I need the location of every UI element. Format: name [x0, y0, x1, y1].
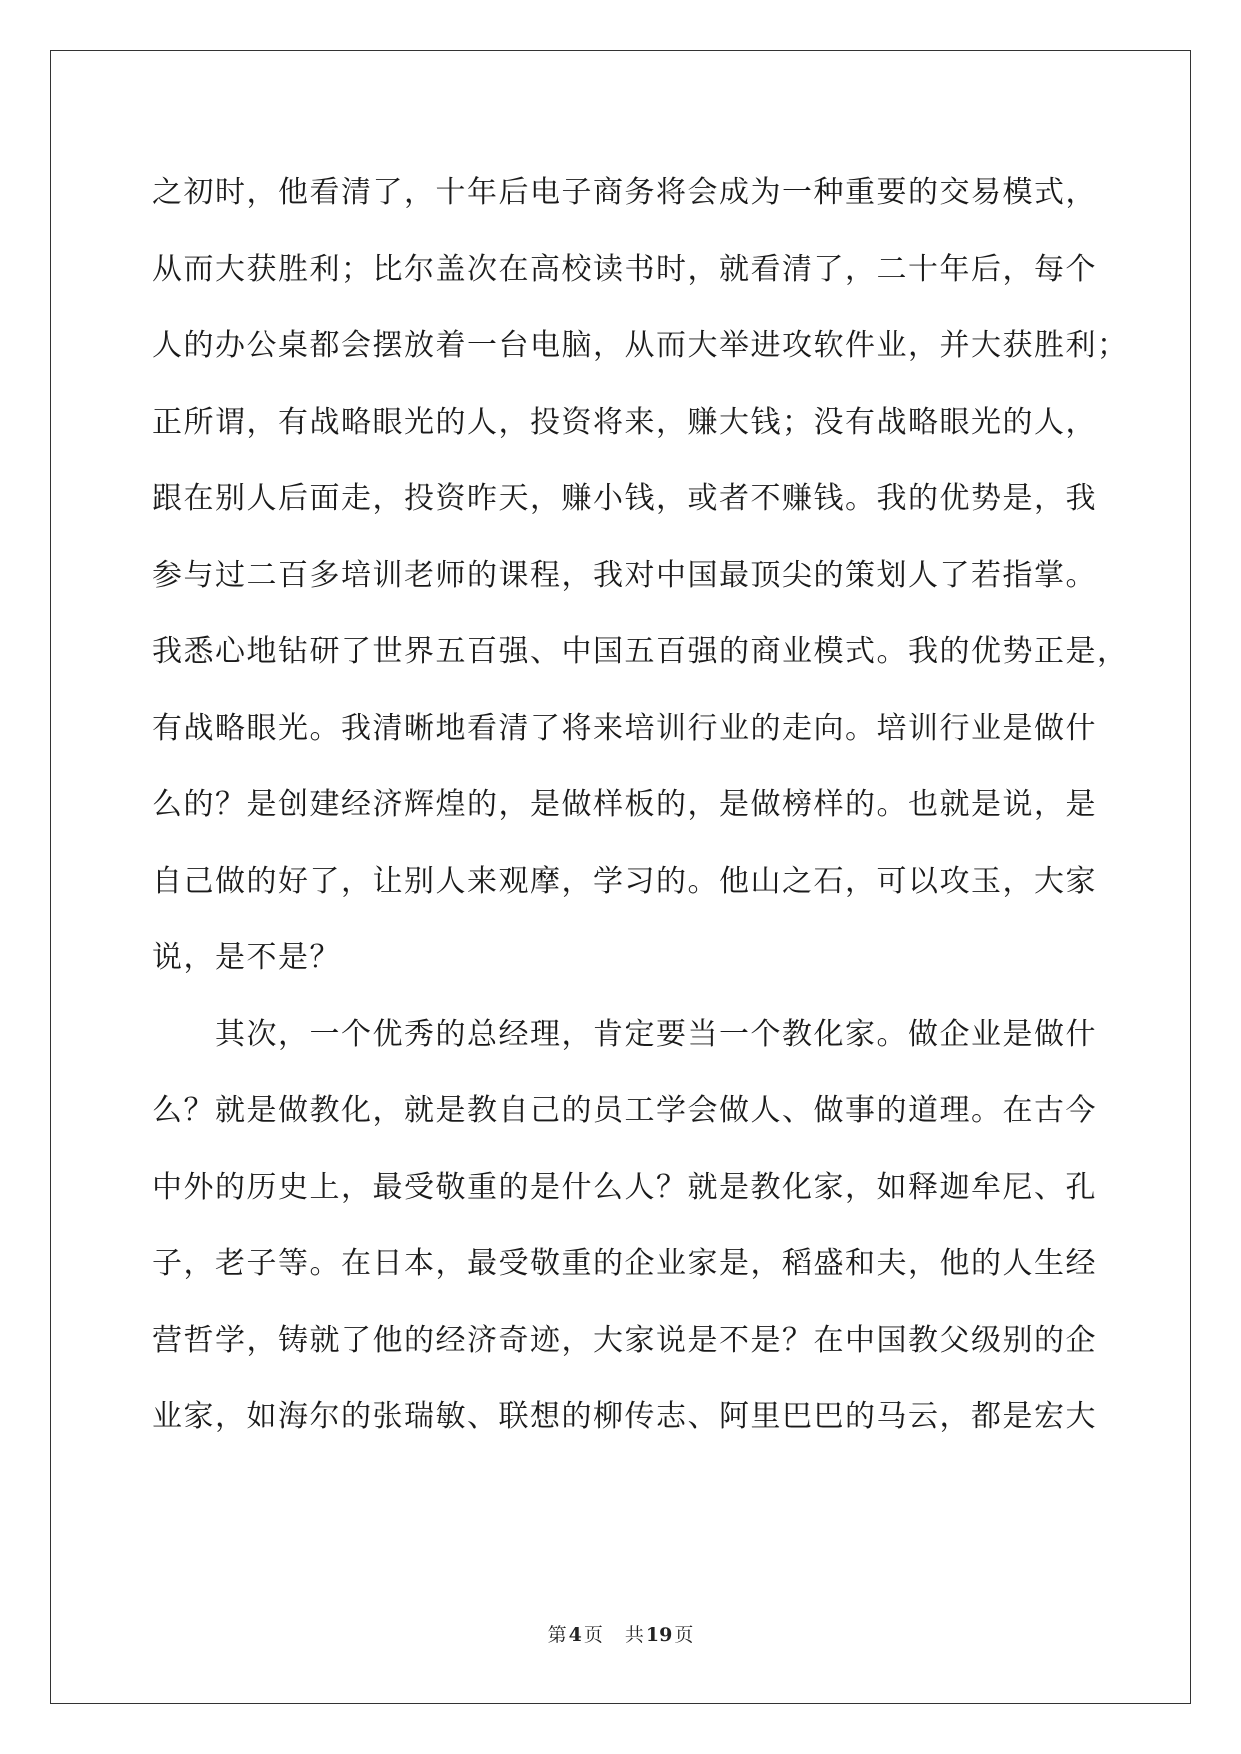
text-line: 业家，如海尔的张瑞敏、联想的柳传志、阿里巴巴的马云，都是宏大	[152, 1399, 1097, 1434]
text-line: 自己做的好了，让别人来观摩，学习的。他山之石，可以攻玉，大家	[152, 863, 1097, 899]
text-line: 之初时，他看清了，十年后电子商务将会成为一种重要的交易模式，	[152, 175, 1097, 210]
document-body	[152, 155, 1129, 1456]
text-line: 参与过二百多培训老师的课程，我对中国最顶尖的策划人了若指掌。	[152, 557, 1097, 593]
page-suffix: 页	[583, 1624, 603, 1646]
text-line: 么？就是做教化，就是教自己的员工学会做人、做事的道理。在古今	[152, 1093, 1097, 1128]
text-line: 中外的历史上，最受敬重的是什么人？就是教化家，如释迦牟尼、孔	[152, 1169, 1097, 1205]
text-line: 其次，一个优秀的总经理，肯定要当一个教化家。做企业是做什	[152, 1016, 1097, 1052]
text-line: 正所谓，有战略眼光的人，投资将来，赚大钱；没有战略眼光的人，	[152, 404, 1097, 440]
page-prefix: 第	[547, 1624, 567, 1646]
page-number: 4	[568, 1624, 582, 1646]
text-line: 么的？是创建经济辉煌的，是做样板的，是做榜样的。也就是说，是	[152, 787, 1097, 822]
text-line: 人的办公桌都会摆放着一台电脑，从而大举进攻软件业，并大获胜利；	[152, 328, 1129, 363]
text-line: 说，是不是？	[152, 940, 341, 975]
text-line: 有战略眼光。我清晰地看清了将来培训行业的走向。培训行业是做什	[152, 710, 1097, 746]
total-pages: 19	[645, 1624, 673, 1646]
total-suffix: 页	[674, 1624, 694, 1646]
text-line: 营哲学，铸就了他的经济奇迹，大家说是不是？在中国教父级别的企	[152, 1322, 1097, 1358]
text-line: 从而大获胜利；比尔盖次在高校读书时，就看清了，二十年后，每个	[152, 251, 1097, 287]
text-line: 子，老子等。在日本，最受敬重的企业家是，稻盛和夫，他的人生经	[152, 1246, 1097, 1281]
page-footer	[0, 1620, 1241, 1647]
total-prefix: 共	[624, 1624, 644, 1646]
text-line: 跟在别人后面走，投资昨天，赚小钱，或者不赚钱。我的优势是，我	[152, 481, 1097, 516]
text-line: 我悉心地钻研了世界五百强、中国五百强的商业模式。我的优势正是，	[152, 634, 1129, 669]
